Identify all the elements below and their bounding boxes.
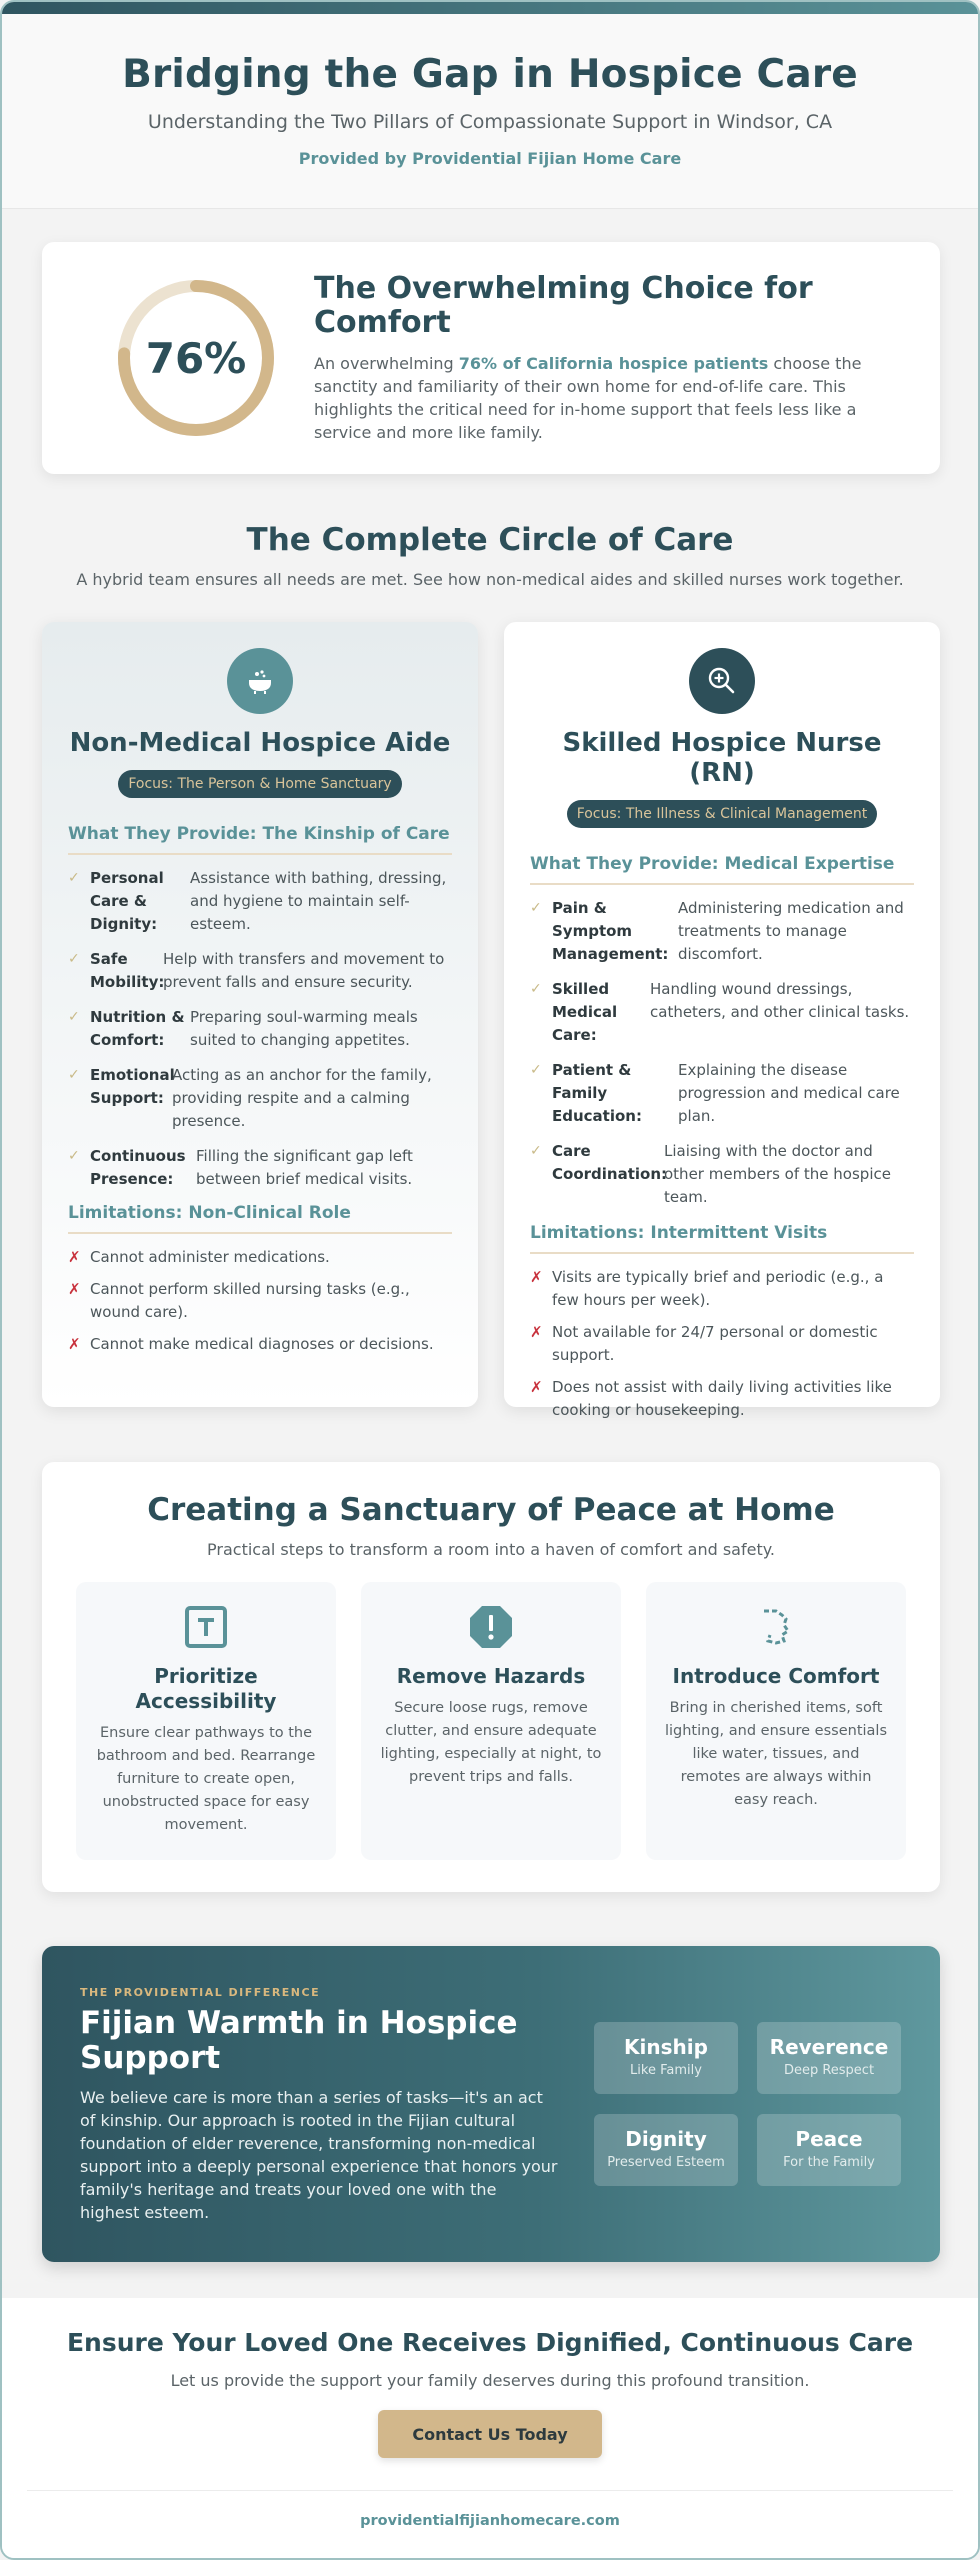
nurse-card — [504, 622, 940, 1419]
item-label: Patient & Family Education: — [552, 1061, 642, 1125]
item-label: Continuous Presence: — [90, 1147, 186, 1188]
sanctuary-subtitle: Practical steps to transform a room into a haven of comfort and safety. — [207, 1540, 775, 1559]
cross-icon: ✗ — [530, 1323, 543, 1341]
comfort-icon — [662, 1602, 890, 1652]
list-item — [530, 1321, 914, 1367]
footer-divider — [27, 2490, 953, 2491]
item-label: Skilled Medical Care: — [552, 980, 618, 1044]
stat-description — [314, 352, 874, 444]
item-desc: Filling the significant gap left between brief medical visits. — [196, 1147, 413, 1188]
nurse-items-list — [530, 897, 914, 1209]
aide-limits-heading: Limitations: Non-Clinical Role — [68, 1203, 452, 1234]
stat-text-after: choose the sanctity and familiarity of their own home for end-of-life care. This highlights the critical need for in-home support that feels less like a service and more like family. — [314, 354, 862, 442]
list-item — [68, 867, 452, 936]
tip-card-accessibility — [76, 1582, 336, 1860]
check-icon: ✓ — [68, 951, 80, 967]
value-tile-peace — [757, 2114, 901, 2186]
circle-subtitle: A hybrid team ensures all needs are met. See how non-medical aides and skilled nurses work together. — [76, 570, 904, 589]
nurse-limits-heading: Limitations: Intermittent Visits — [530, 1223, 914, 1254]
value-tile-reverence — [757, 2022, 901, 2094]
fijian-warmth-section — [42, 1946, 940, 2262]
check-icon: ✓ — [68, 870, 80, 886]
fijian-eyebrow: THE PROVIDENTIAL DIFFERENCE — [80, 1986, 321, 1999]
item-desc: Preparing soul-warming meals suited to changing appetites. — [190, 1008, 418, 1049]
stat-card — [42, 242, 940, 474]
nurse-title: Skilled Hospice Nurse (RN) — [562, 728, 882, 788]
aide-limits-list — [68, 1246, 452, 1356]
list-item — [530, 1059, 914, 1128]
aide-card — [42, 622, 478, 1407]
tip-text: Ensure clear pathways to the bathroom and bed. Rearrange furniture to create open, unobstructed space for easy movement. — [96, 1725, 316, 1833]
nurse-focus-text: Focus: The Illness & Clinical Management — [567, 800, 878, 828]
fijian-title: Fijian Warmth in Hospice Support — [80, 2005, 518, 2076]
value-sub: Preserved Esteem — [607, 2155, 725, 2170]
tip-card-hazards — [361, 1582, 621, 1860]
item-label: Nutrition & Comfort: — [90, 1008, 185, 1049]
aide-provide-heading: What They Provide: The Kinship of Care — [68, 824, 452, 855]
item-desc: Handling wound dressings, catheters, and other clinical tasks. — [650, 980, 910, 1021]
nurse-limits-list — [530, 1266, 914, 1422]
contact-us-button[interactable]: Contact Us Today — [378, 2410, 602, 2458]
list-item — [68, 948, 452, 994]
value-sub: Like Family — [630, 2063, 702, 2078]
stat-text-before: An overwhelming — [314, 354, 459, 373]
bathtub-icon — [227, 648, 293, 714]
cross-icon: ✗ — [530, 1378, 543, 1396]
hazard-icon — [377, 1602, 605, 1652]
check-icon: ✓ — [530, 1143, 542, 1159]
sanctuary-title: Creating a Sanctuary of Peace at Home — [147, 1492, 835, 1528]
tip-title: Remove Hazards — [396, 1664, 586, 1688]
list-item — [530, 1140, 914, 1209]
limit-text: Cannot perform skilled nursing tasks (e.g., wound care). — [90, 1280, 410, 1321]
check-icon: ✓ — [68, 1009, 80, 1025]
value-sub: Deep Respect — [783, 2063, 875, 2078]
item-label: Safe Mobility: — [90, 950, 165, 991]
cta-section — [2, 2298, 978, 2560]
aide-focus-badge — [68, 770, 452, 798]
item-desc: Administering medication and treatments to manage discomfort. — [678, 899, 904, 963]
list-item — [68, 1278, 452, 1324]
aide-focus-text: Focus: The Person & Home Sanctuary — [118, 770, 401, 798]
page-title: Bridging the Gap in Hospice Care — [122, 52, 858, 97]
hero-header — [2, 14, 978, 209]
value-title: Dignity — [625, 2127, 707, 2151]
accessibility-icon — [92, 1602, 320, 1652]
nurse-focus-badge — [530, 800, 914, 828]
item-desc: Acting as an anchor for the family, providing respite and a calming presence. — [172, 1066, 432, 1130]
value-tile-kinship — [594, 2022, 738, 2094]
stat-title: The Overwhelming Choice for Comfort — [314, 271, 813, 340]
cross-icon: ✗ — [68, 1280, 81, 1298]
list-item — [530, 897, 914, 966]
limit-text: Cannot make medical diagnoses or decisions. — [90, 1335, 434, 1353]
limit-text: Does not assist with daily living activities like cooking or housekeeping. — [552, 1378, 892, 1419]
limit-text: Cannot administer medications. — [90, 1248, 330, 1266]
value-title: Reverence — [769, 2035, 889, 2059]
item-desc: Assistance with bathing, dressing, and hygiene to maintain self-esteem. — [190, 869, 447, 933]
list-item — [530, 1376, 914, 1422]
website-link[interactable]: providentialfijianhomecare.com — [360, 2513, 620, 2529]
item-desc: Explaining the disease progression and medical care plan. — [678, 1061, 900, 1125]
item-desc: Help with transfers and movement to prevent falls and ensure security. — [163, 950, 445, 991]
magnifier-plus-icon — [689, 648, 755, 714]
stat-text — [314, 272, 874, 444]
value-tile-dignity — [594, 2114, 738, 2186]
circle-of-care-heading — [2, 522, 978, 589]
tip-text: Bring in cherished items, soft lighting, and ensure essentials like water, tissues, and remotes are always within easy reach. — [664, 1700, 888, 1808]
top-accent-bar — [2, 2, 978, 14]
provider-line: Provided by Providential Fijian Home Care — [298, 149, 682, 168]
value-title: Kinship — [624, 2035, 708, 2059]
aide-title: Non-Medical Hospice Aide — [69, 728, 451, 758]
value-title: Peace — [795, 2127, 863, 2151]
tip-title: Prioritize Accessibility — [135, 1664, 277, 1713]
list-item — [530, 978, 914, 1047]
item-label: Emotional Support: — [90, 1066, 175, 1107]
cta-subtitle: Let us provide the support your family deserves during this profound transition. — [170, 2371, 810, 2390]
limit-text: Not available for 24/7 personal or domestic support. — [552, 1323, 878, 1364]
item-label: Pain & Symptom Management: — [552, 899, 669, 963]
sanctuary-section — [42, 1462, 940, 1892]
tip-text: Secure loose rugs, remove clutter, and ensure adequate lighting, especially at night, to prevent trips and falls. — [380, 1700, 602, 1785]
aide-items-list — [68, 867, 452, 1191]
cross-icon: ✗ — [68, 1248, 81, 1266]
check-icon: ✓ — [530, 981, 542, 997]
check-icon: ✓ — [530, 1062, 542, 1078]
circle-title: The Complete Circle of Care — [246, 522, 734, 558]
cross-icon: ✗ — [530, 1268, 543, 1286]
list-item — [530, 1266, 914, 1312]
check-icon: ✓ — [68, 1148, 80, 1164]
percent-label: 76% — [145, 333, 247, 383]
fijian-text: We believe care is more than a series of tasks—it's an act of kinship. Our approach is rooted in the Fijian cultural foundation of elder reverence, transforming non-medical support into a deeply personal experience that honors your family's heritage and treats your loved one with the highest esteem. — [80, 2088, 558, 2222]
tip-title: Introduce Comfort — [672, 1664, 880, 1688]
item-desc: Liaising with the doctor and other members of the hospice team. — [664, 1142, 891, 1206]
cta-title: Ensure Your Loved One Receives Dignified, Continuous Care — [66, 2328, 914, 2357]
list-item — [68, 1145, 452, 1191]
tip-card-comfort — [646, 1582, 906, 1860]
list-item — [68, 1333, 452, 1356]
check-icon: ✓ — [68, 1067, 80, 1083]
list-item — [68, 1246, 452, 1269]
page-subtitle: Understanding the Two Pillars of Compassionate Support in Windsor, CA — [147, 111, 833, 133]
nurse-provide-heading: What They Provide: Medical Expertise — [530, 854, 914, 885]
stat-highlight: 76% of California hospice patients — [458, 354, 769, 373]
limit-text: Visits are typically brief and periodic (e.g., a few hours per week). — [552, 1268, 884, 1309]
item-label: Care Coordination: — [552, 1142, 667, 1183]
cross-icon: ✗ — [68, 1335, 81, 1353]
list-item — [68, 1006, 452, 1052]
item-label: Personal Care & Dignity: — [90, 869, 164, 933]
list-item — [68, 1064, 452, 1133]
check-icon: ✓ — [530, 900, 542, 916]
value-sub: For the Family — [783, 2155, 875, 2170]
